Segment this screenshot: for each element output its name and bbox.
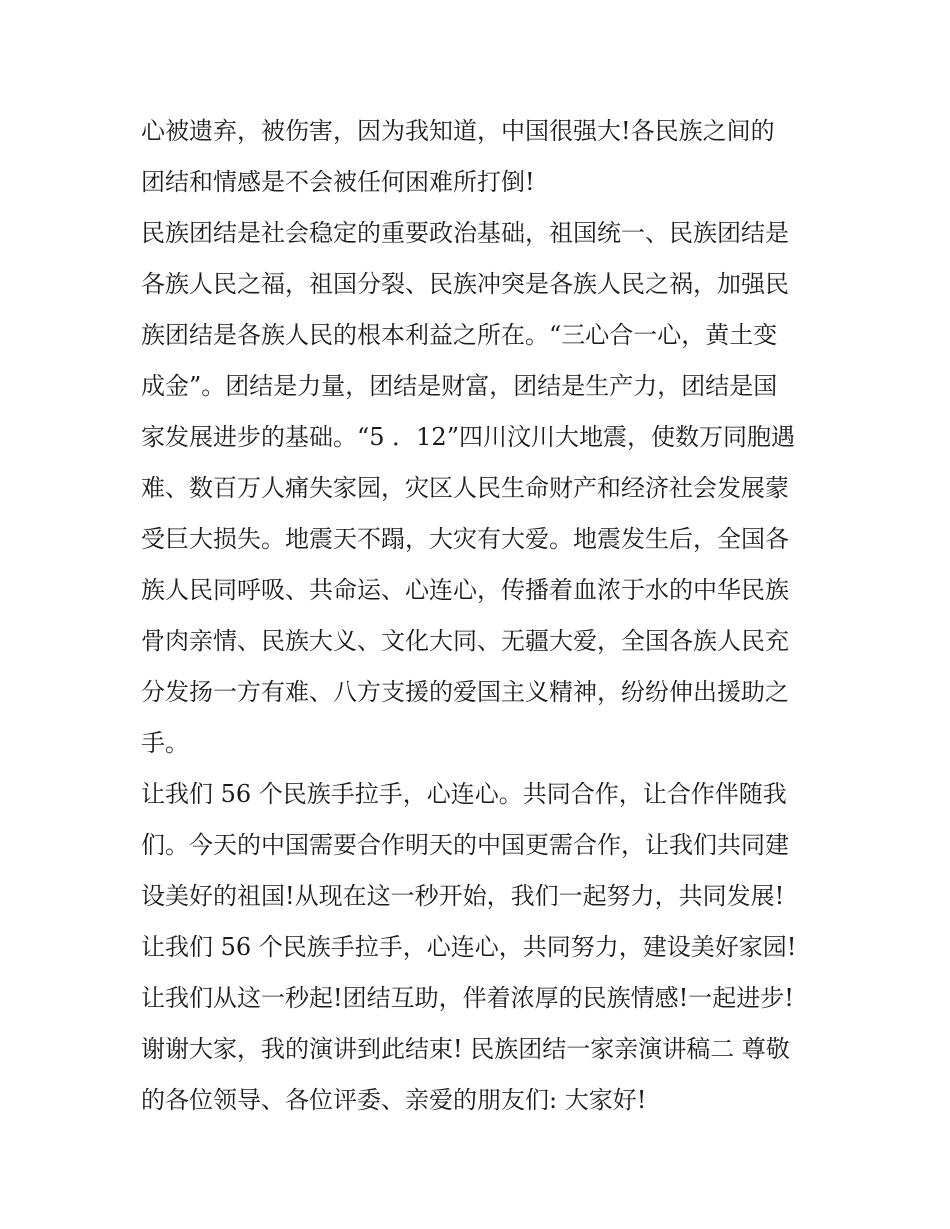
text-line: 让我们 56 个民族手拉手，心连心，共同努力，建设美好家园! (141, 933, 797, 961)
text-line: 让我们 56 个民族手拉手，心连心。共同合作，让合作伴随我 (141, 780, 787, 808)
text-line: 的各位领导、各位评委、亲爱的朋友们: 大家好! (141, 1086, 647, 1114)
text-line: 族人民同呼吸、共命运、心连心，传播着血浓于水的中华民族 (141, 576, 789, 604)
text-line: 受巨大损失。地震天不蹋，大灾有大爱。地震发生后，全国各 (141, 525, 789, 553)
text-line: 族团结是各族人民的根本利益之所在。“三心合一心，黄土变 (141, 321, 778, 349)
text-line: 骨肉亲情、民族大义、文化大同、无疆大爱，全国各族人民充 (141, 627, 789, 655)
text-line: 们。今天的中国需要合作明天的中国更需合作，让我们共同建 (141, 831, 789, 859)
text-line: 让我们从这一秒起!团结互助，伴着浓厚的民族情感!一起进步! (141, 984, 794, 1012)
text-line: 心被遗弃，被伤害，因为我知道，中国很强大!各民族之间的 (141, 117, 775, 145)
text-line: 分发扬一方有难、八方支援的爱国主义精神，纷纷伸出援助之 (141, 678, 789, 706)
text-line: 难、数百万人痛失家园，灾区人民生命财产和经济社会发展蒙 (141, 474, 789, 502)
speech-text (141, 106, 821, 1126)
text-line: 谢谢大家，我的演讲到此结束! 民族团结一家亲演讲稿二 尊敬 (141, 1035, 790, 1063)
text-line: 团结和情感是不会被任何困难所打倒! (141, 168, 535, 196)
text-line: 手。 (141, 729, 189, 757)
text-line: 家发展进步的基础。“5 ．12”四川汶川大地震，使数万同胞遇 (141, 423, 795, 451)
text-line: 民族团结是社会稳定的重要政治基础，祖国统一、民族团结是 (141, 219, 789, 247)
text-line: 设美好的祖国!从现在这一秒开始，我们一起努力，共同发展! (141, 882, 785, 910)
text-line: 各族人民之福，祖国分裂、民族冲突是各族人民之祸，加强民 (141, 270, 789, 298)
text-line: 成金”。团结是力量，团结是财富，团结是生产力，团结是国 (141, 372, 778, 400)
